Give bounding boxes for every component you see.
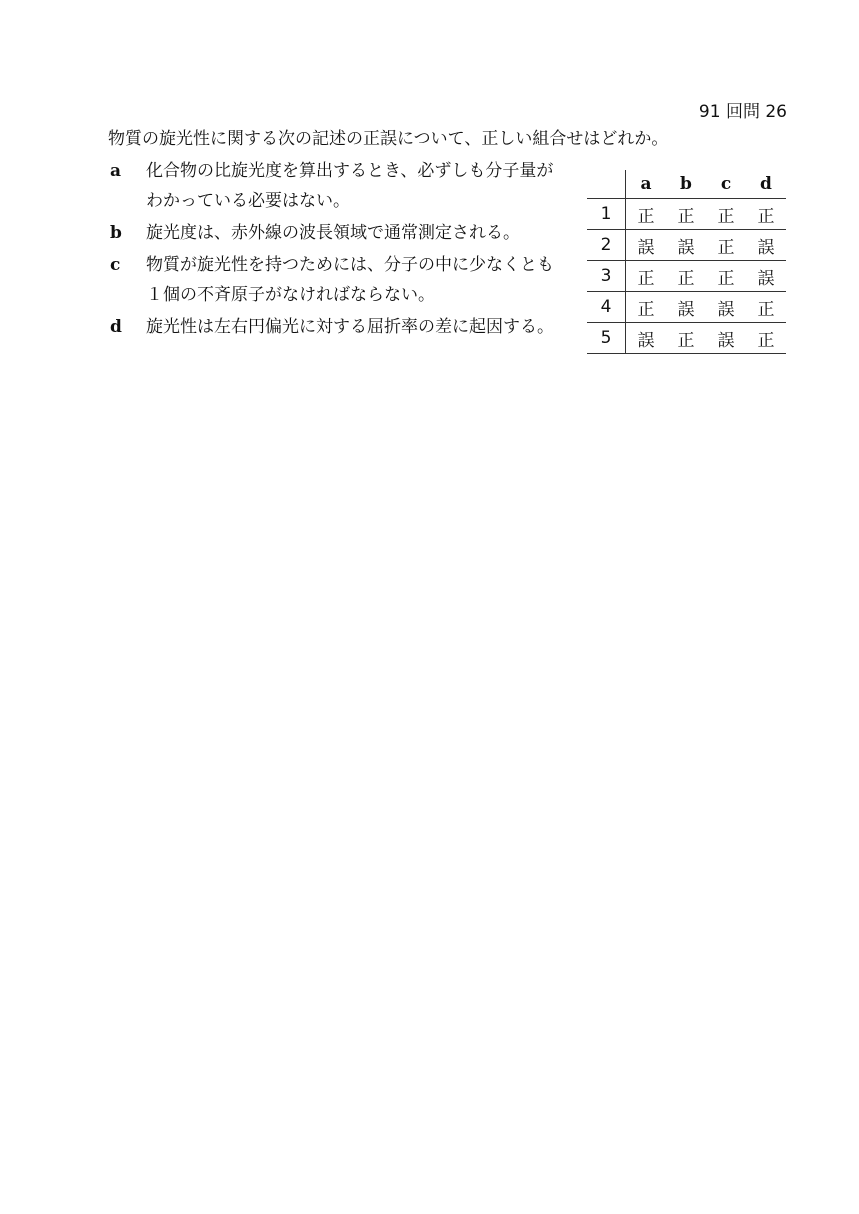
statement-list (110, 156, 566, 344)
table-row (587, 261, 786, 292)
table-cell: 正 (626, 199, 667, 230)
statement-text: 物質が旋光性を持つためには、分子の中に少なくとも１個の不斉原子がなければならない。 (146, 255, 554, 305)
table-header-row (587, 170, 786, 199)
table-cell: 正 (706, 199, 746, 230)
table-corner (587, 170, 626, 199)
table-cell: 正 (706, 261, 746, 292)
choice-number: 3 (587, 261, 626, 292)
choice-number: 2 (587, 230, 626, 261)
table-cell: 正 (746, 292, 786, 323)
table-cell: 誤 (746, 261, 786, 292)
table-cell: 誤 (666, 292, 706, 323)
table-cell: 誤 (706, 292, 746, 323)
statement-label: a (110, 161, 122, 181)
table-row (587, 323, 786, 354)
question-stem: 物質の旋光性に関する次の記述の正誤について、正しい組合せはどれか。 (108, 129, 669, 149)
table-cell: 正 (746, 199, 786, 230)
statement-text: 化合物の比旋光度を算出するとき、必ずしも分子量がわかっている必要はない。 (146, 161, 554, 211)
choice-number: 4 (587, 292, 626, 323)
column-header: d (760, 174, 772, 194)
column-header: c (720, 174, 732, 194)
table-cell: 誤 (666, 230, 706, 261)
statement-label: d (110, 317, 122, 337)
statement-a (110, 156, 566, 216)
statement-text: 旋光度は、赤外線の波長領域で通常測定される。 (146, 223, 520, 243)
table-cell: 正 (706, 230, 746, 261)
table-row (587, 292, 786, 323)
table-row (587, 230, 786, 261)
table-cell: 正 (666, 261, 706, 292)
table-cell: 正 (626, 261, 667, 292)
choice-number: 1 (587, 199, 626, 230)
statement-b (110, 218, 566, 248)
table-cell: 正 (626, 292, 667, 323)
statement-label: c (110, 255, 121, 275)
statement-label: b (110, 223, 122, 243)
table-cell: 誤 (706, 323, 746, 354)
table-cell: 正 (666, 323, 706, 354)
column-header: a (640, 174, 652, 194)
table-cell: 誤 (746, 230, 786, 261)
statement-text: 旋光性は左右円偏光に対する屈折率の差に起因する。 (146, 317, 554, 337)
statement-d (110, 312, 566, 342)
statement-c (110, 250, 566, 310)
table-cell: 誤 (626, 230, 667, 261)
column-header: b (680, 174, 692, 194)
table-cell: 誤 (626, 323, 667, 354)
question-number: 91 回問 26 (698, 102, 787, 122)
table-row (587, 199, 786, 230)
choice-number: 5 (587, 323, 626, 354)
table-cell: 正 (666, 199, 706, 230)
answer-choice-table (587, 170, 786, 354)
table-cell: 正 (746, 323, 786, 354)
